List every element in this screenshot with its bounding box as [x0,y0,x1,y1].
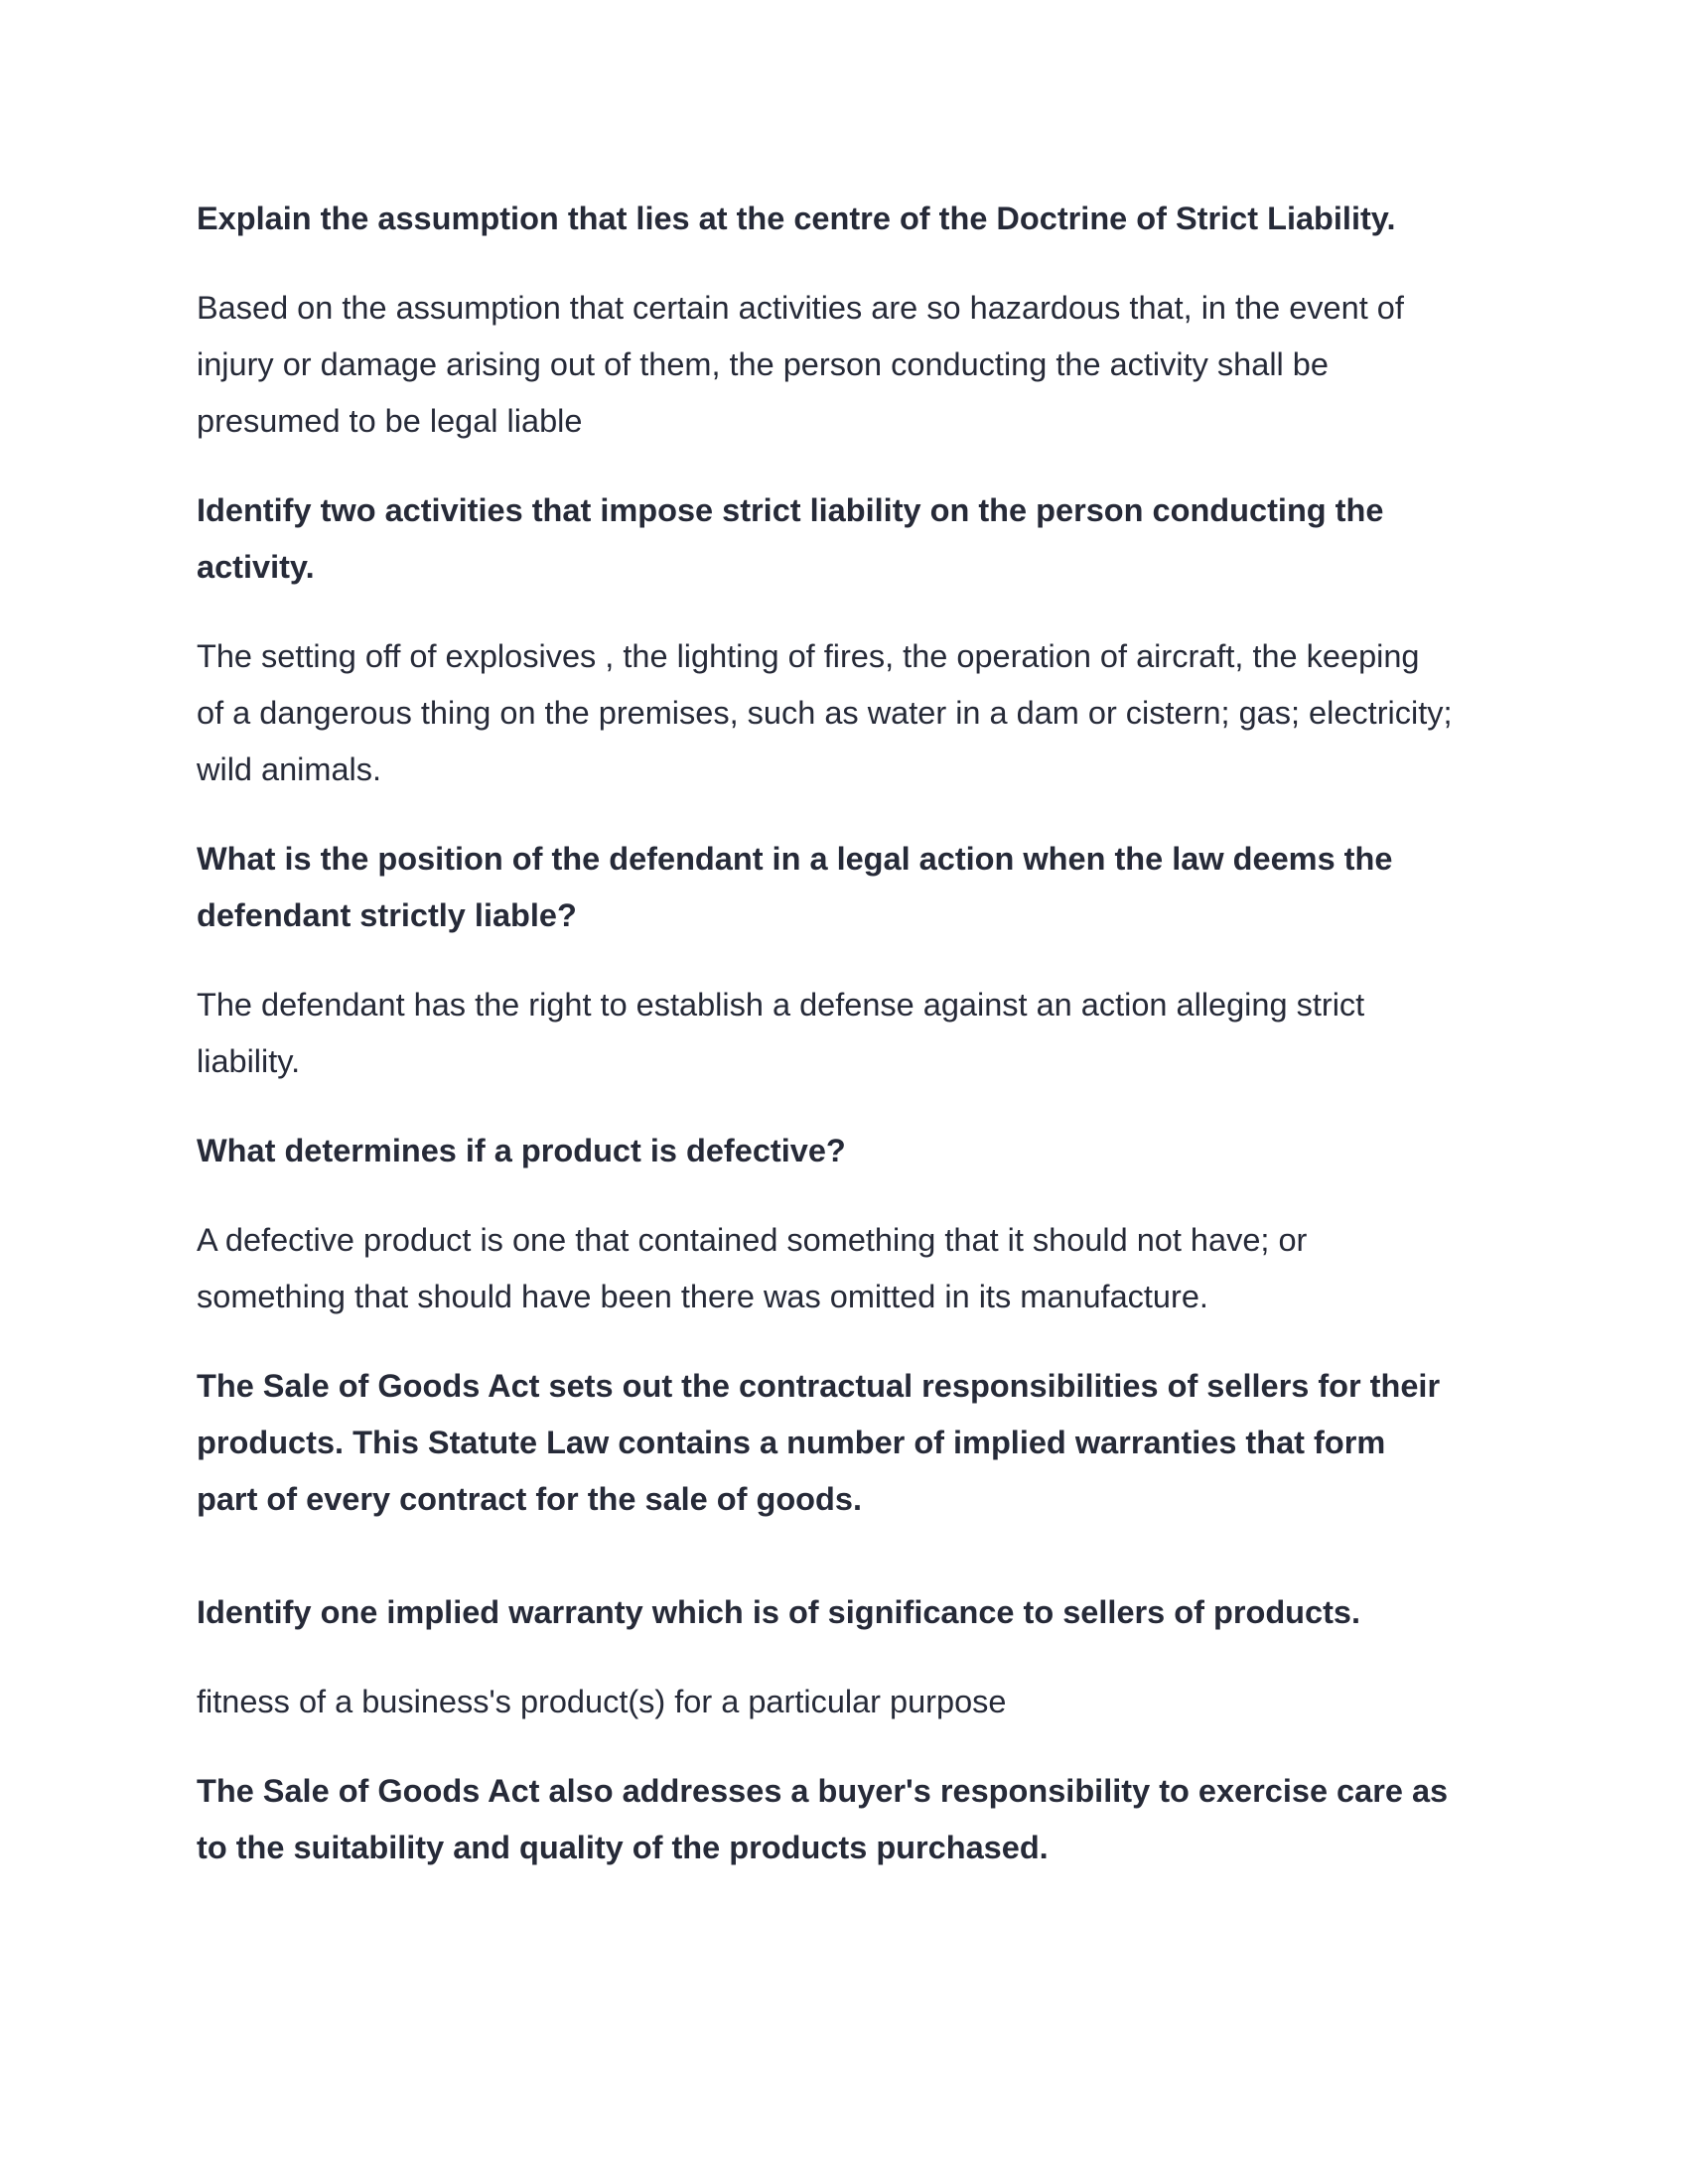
answer-two-activities [197,628,1507,798]
text-line: Explain the assumption that lies at the centre of the Doctrine of Strict Liability. [197,201,1396,236]
text-line: part of every contract for the sale of goods. [197,1481,862,1517]
text-line: Identify one implied warranty which is of significance to sellers of products. [197,1594,1361,1630]
statement-sale-of-goods-act [197,1358,1507,1528]
answer-implied-warranty [197,1674,1507,1730]
question-strict-liability-assumption [197,191,1507,247]
text-line: something that should have been there was omitted in its manufacture. [197,1279,1208,1314]
text-line: What is the position of the defendant in a legal action when the law deems the [197,841,1393,877]
text-line: of a dangerous thing on the premises, such as water in a dam or cistern; gas; electricity; [197,695,1453,731]
text-line: The setting off of explosives , the lighting of fires, the operation of aircraft, the keeping [197,638,1420,674]
text-line: defendant strictly liable? [197,897,577,933]
text-line: The Sale of Goods Act sets out the contractual responsibilities of sellers for their [197,1368,1441,1404]
question-defective-product [197,1123,1507,1179]
answer-strict-liability-assumption [197,280,1507,450]
text-line: products. This Statute Law contains a number of implied warranties that form [197,1425,1386,1460]
text-line: Identify two activities that impose strict liability on the person conducting the [197,492,1384,528]
text-line: fitness of a business's product(s) for a particular purpose [197,1684,1007,1719]
document-page [197,191,1507,1876]
question-two-activities [197,482,1507,596]
text-line: wild animals. [197,751,382,787]
text-line: Based on the assumption that certain activities are so hazardous that, in the event of [197,290,1404,326]
statement-buyer-responsibility [197,1763,1507,1876]
text-line: liability. [197,1043,301,1079]
text-line: activity. [197,549,315,585]
text-line: A defective product is one that contained something that it should not have; or [197,1222,1308,1258]
question-implied-warranty [197,1584,1507,1641]
text-line: injury or damage arising out of them, the person conducting the activity shall be [197,346,1329,382]
answer-defective-product [197,1212,1507,1325]
text-line: to the suitability and quality of the products purchased. [197,1830,1049,1865]
text-line: presumed to be legal liable [197,403,583,439]
question-defendant-position [197,831,1507,944]
text-line: What determines if a product is defective? [197,1133,846,1168]
text-line: The defendant has the right to establish a defense against an action alleging strict [197,987,1365,1023]
answer-defendant-position [197,977,1507,1090]
text-line: The Sale of Goods Act also addresses a buyer's responsibility to exercise care as [197,1773,1449,1809]
